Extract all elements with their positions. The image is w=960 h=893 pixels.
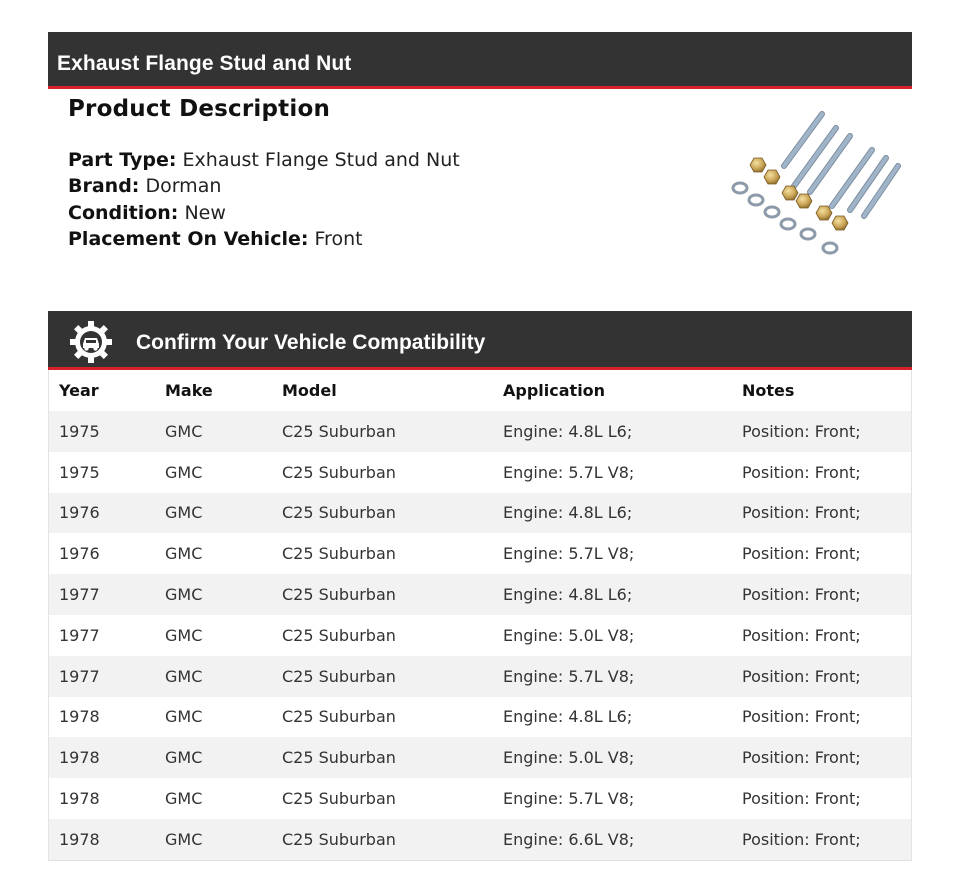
table-row: [49, 574, 912, 615]
cell-application: Engine: 4.8L L6;: [493, 493, 732, 534]
cell-year: 1977: [49, 656, 156, 697]
table-row: [49, 697, 912, 738]
cell-notes: Position: Front;: [732, 533, 912, 574]
spec-placement: [68, 226, 688, 252]
cell-make: GMC: [155, 452, 272, 493]
cell-application: Engine: 5.7L V8;: [493, 778, 732, 819]
spec-part-type: [68, 147, 688, 173]
spec-value: Dorman: [145, 175, 222, 198]
cell-model: C25 Suburban: [272, 533, 493, 574]
cell-year: 1978: [49, 778, 156, 819]
cell-application: Engine: 5.7L V8;: [493, 533, 732, 574]
cell-application: Engine: 5.7L V8;: [493, 656, 732, 697]
table-header-row: [49, 370, 912, 411]
spec-value: Front: [314, 227, 363, 250]
gear-car-icon: [68, 319, 114, 365]
cell-application: Engine: 4.8L L6;: [493, 697, 732, 738]
cell-year: 1976: [49, 533, 156, 574]
spec-value: New: [184, 201, 226, 224]
product-image: [724, 106, 906, 262]
description-heading: Product Description: [68, 96, 331, 122]
cell-model: C25 Suburban: [272, 697, 493, 738]
cell-model: C25 Suburban: [272, 778, 493, 819]
table-row: [49, 411, 912, 452]
spec-value: Exhaust Flange Stud and Nut: [182, 149, 460, 171]
product-title-bar: [48, 32, 912, 89]
spec-label: Placement On Vehicle:: [68, 227, 309, 250]
cell-make: GMC: [155, 615, 272, 656]
cell-notes: Position: Front;: [732, 615, 912, 656]
product-description: [68, 96, 688, 252]
column-header-year: Year: [49, 370, 156, 411]
cell-application: Engine: 5.0L V8;: [493, 737, 732, 778]
column-header-make: Make: [155, 370, 272, 411]
cell-year: 1977: [49, 574, 156, 615]
table-row: [49, 615, 912, 656]
cell-application: Engine: 4.8L L6;: [493, 411, 732, 452]
cell-year: 1976: [49, 493, 156, 534]
cell-make: GMC: [155, 737, 272, 778]
cell-notes: Position: Front;: [732, 697, 912, 738]
cell-make: GMC: [155, 574, 272, 615]
spec-list: [68, 147, 688, 252]
cell-year: 1978: [49, 697, 156, 738]
nut-icons: [750, 158, 848, 230]
spec-label: Brand:: [68, 175, 140, 198]
cell-make: GMC: [155, 656, 272, 697]
table-body: [49, 411, 912, 860]
cell-model: C25 Suburban: [272, 819, 493, 860]
cell-model: C25 Suburban: [272, 656, 493, 697]
cell-notes: Position: Front;: [732, 411, 912, 452]
cell-notes: Position: Front;: [732, 574, 912, 615]
table-row: [49, 819, 912, 860]
cell-make: GMC: [155, 697, 272, 738]
cell-application: Engine: 5.7L V8;: [493, 452, 732, 493]
column-header-notes: Notes: [732, 370, 912, 411]
spec-condition: [68, 200, 688, 226]
column-header-model: Model: [272, 370, 493, 411]
cell-make: GMC: [155, 819, 272, 860]
cell-application: Engine: 5.0L V8;: [493, 615, 732, 656]
cell-year: 1975: [49, 411, 156, 452]
table-row: [49, 493, 912, 534]
cell-model: C25 Suburban: [272, 574, 493, 615]
spec-brand: [68, 173, 688, 199]
table-row: [49, 452, 912, 493]
cell-year: 1978: [49, 819, 156, 860]
table-row: [49, 778, 912, 819]
cell-make: GMC: [155, 778, 272, 819]
cell-make: GMC: [155, 493, 272, 534]
cell-make: GMC: [155, 411, 272, 452]
table-row: [49, 737, 912, 778]
cell-notes: Position: Front;: [732, 737, 912, 778]
cell-year: 1975: [49, 452, 156, 493]
table-row: [49, 533, 912, 574]
cell-notes: Position: Front;: [732, 656, 912, 697]
product-title: Exhaust Flange Stud and Nut: [57, 52, 352, 75]
compatibility-header: [48, 311, 912, 370]
table-row: [49, 656, 912, 697]
cell-notes: Position: Front;: [732, 819, 912, 860]
cell-model: C25 Suburban: [272, 493, 493, 534]
cell-notes: Position: Front;: [732, 493, 912, 534]
cell-make: GMC: [155, 533, 272, 574]
cell-notes: Position: Front;: [732, 452, 912, 493]
cell-notes: Position: Front;: [732, 778, 912, 819]
cell-model: C25 Suburban: [272, 615, 493, 656]
compatibility-title: Confirm Your Vehicle Compatibility: [136, 331, 486, 354]
cell-model: C25 Suburban: [272, 737, 493, 778]
cell-year: 1977: [49, 615, 156, 656]
spec-label: Condition:: [68, 201, 179, 224]
cell-application: Engine: 4.8L L6;: [493, 574, 732, 615]
compatibility-table: [48, 370, 912, 861]
column-header-application: Application: [493, 370, 732, 411]
spec-label: Part Type:: [68, 149, 177, 171]
cell-application: Engine: 6.6L V8;: [493, 819, 732, 860]
cell-model: C25 Suburban: [272, 452, 493, 493]
cell-year: 1978: [49, 737, 156, 778]
cell-model: C25 Suburban: [272, 411, 493, 452]
